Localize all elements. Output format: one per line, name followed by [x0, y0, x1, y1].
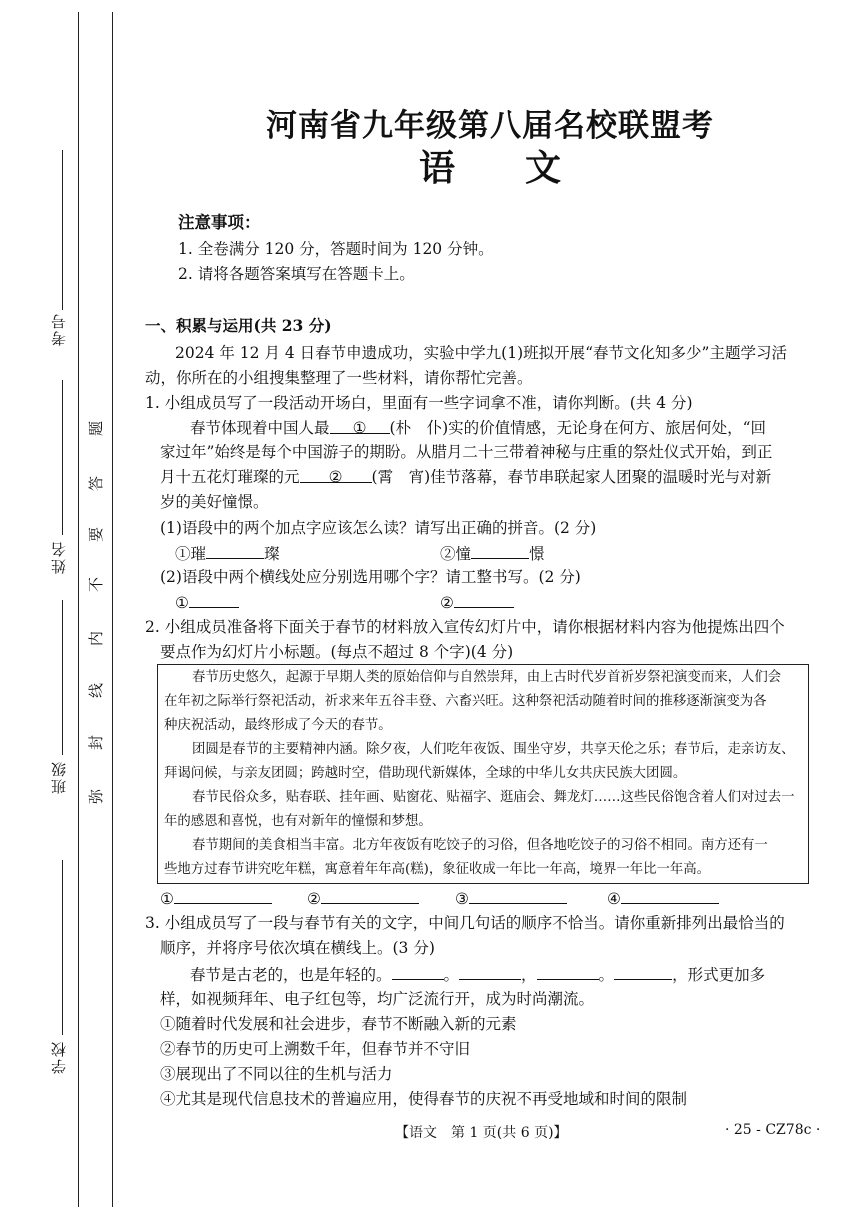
box-line-8: 春节期间的美食相当丰富。北方年夜饭有吃饺子的习俗，但各地吃饺子的习俗不相同。南方还有一 — [192, 838, 768, 853]
q1-sub2-answer-b: ② — [440, 591, 514, 614]
xingming-line — [62, 380, 63, 535]
q3-para-line1: 春节是古老的，也是年轻的。 。 ， 。 ，形式更加多 — [190, 963, 765, 986]
seal-char-6: 线 — [87, 682, 106, 699]
q2-blank-4[interactable] — [621, 887, 719, 904]
char-blank-a[interactable] — [189, 591, 239, 608]
q1-blank-2[interactable]: ② — [300, 466, 372, 483]
q3-option-1: ①随着时代发展和社会进步，春节不断融入新的元素 — [160, 1015, 517, 1033]
binding-line-inner — [112, 12, 113, 1207]
q2-blank-1[interactable] — [174, 887, 272, 904]
seal-char-7: 封 — [87, 734, 106, 751]
q2-stem-line2: 要点作为幻灯片小标题。(每点不超过 8 个字)(4 分) — [160, 643, 514, 661]
box-line-9: 些地方过春节讲究吃年糕，寓意着年年高(糕)，象征收成一年比一年高，境界一年比一年高。 — [164, 862, 711, 877]
banji-label: 班级 — [50, 760, 68, 794]
q1-para-line4: 岁的美好憧憬。 — [160, 493, 269, 511]
q3-blank-4[interactable] — [614, 963, 672, 980]
q3-stem-line1: 3. 小组成员写了一段与春节有关的文字，中间几句话的顺序不恰当。请你重新排列出最恰当的 — [145, 914, 785, 932]
xingming-label: 姓名 — [50, 540, 68, 574]
q1-blank-1[interactable]: ① — [330, 417, 390, 434]
notice-heading: 注意事项： — [178, 213, 261, 232]
q1-sub1: (1)语段中的两个加点字应该怎么读？请写出正确的拼音。(2 分) — [160, 519, 597, 537]
xuexiao-line — [62, 860, 63, 1035]
notice-item-2: 2. 请将各题答案填写在答题卡上。 — [178, 265, 415, 283]
page-number: 【语文 第 1 页(共 6 页)】 — [395, 1125, 568, 1141]
q3-option-2: ②春节的历史可上溯数千年，但春节并不守旧 — [160, 1040, 471, 1058]
exam-code: · 25 - CZ78c · — [725, 1122, 821, 1138]
q2-stem-line1: 2. 小组成员准备将下面关于春节的材料放入宣传幻灯片中，请你根据材料内容为他提炼出四个 — [145, 618, 785, 636]
section-intro-line1: 2024 年 12 月 4 日春节申遗成功，实验中学九(1)班拟开展“春节文化知多少”主题学习活 — [175, 344, 787, 362]
char-blank-b[interactable] — [454, 591, 514, 608]
q1-sub1-answer-a: ①璀 璨 — [175, 542, 280, 565]
q2-answer-3: ③ — [455, 887, 567, 910]
pinyin-blank-a[interactable] — [206, 542, 264, 559]
seal-char-3: 要 — [87, 526, 106, 543]
seal-char-8: 弥 — [87, 788, 106, 805]
notice-item-1: 1. 全卷满分 120 分，答题时间为 120 分钟。 — [178, 240, 494, 258]
q1-para-line1: 春节体现着中国人最 ① (朴 仆)实的价值情感，无论身在何方、旅居何处，“回 — [190, 419, 767, 437]
box-line-4: 团圆是春节的主要精神内涵。除夕夜，人们吃年夜饭、围坐守岁，共享天伦之乐；春节后，走亲访友、 — [192, 742, 795, 757]
seal-char-4: 不 — [87, 576, 106, 593]
q3-blank-1[interactable] — [392, 963, 444, 980]
q3-stem-line2: 顺序，并将序号依次填在横线上。(3 分) — [160, 939, 435, 957]
q2-answer-1: ① — [160, 887, 272, 910]
q3-option-3: ③展现出了不同以往的生机与活力 — [160, 1065, 393, 1083]
exam-title: 河南省九年级第八届名校联盟考 — [266, 108, 714, 144]
q3-blank-3[interactable] — [537, 963, 599, 980]
seal-char-5: 内 — [87, 630, 106, 647]
q3-para-line2: 样，如视频拜年、电子红包等，均广泛流行开，成为时尚潮流。 — [160, 990, 595, 1008]
q3-blank-2[interactable] — [459, 963, 521, 980]
seal-char-1: 题 — [87, 420, 106, 437]
q2-blank-3[interactable] — [469, 887, 567, 904]
box-line-3: 种庆祝活动，最终形成了今天的春节。 — [164, 718, 392, 733]
pinyin-blank-b[interactable] — [471, 542, 529, 559]
box-line-2: 在年初之际举行祭祀活动，祈求来年五谷丰登、六畜兴旺。这种祭祀活动随着时间的推移逐渐演变为各 — [164, 694, 767, 709]
subject-title: 语文 — [418, 147, 631, 189]
q1-sub1-answer-b: ②憧 憬 — [440, 542, 545, 565]
q2-answer-2: ② — [307, 887, 419, 910]
box-line-7: 年的感恩和喜悦，也有对新年的憧憬和梦想。 — [164, 814, 432, 829]
banji-line — [62, 600, 63, 755]
box-line-6: 春节民俗众多，贴春联、挂年画、贴窗花、贴福字、逛庙会、舞龙灯……这些民俗饱含着人们对过去一 — [192, 790, 795, 805]
q2-answer-4: ④ — [607, 887, 719, 910]
q1-sub2: (2)语段中两个横线处应分别选用哪个字？请工整书写。(2 分) — [160, 568, 581, 586]
box-line-1: 春节历史悠久，起源于早期人类的原始信仰与自然崇拜，由上古时代岁首祈岁祭祀演变而来，人们会 — [192, 670, 782, 685]
xuexiao-label: 学校 — [50, 1040, 68, 1074]
q2-material-box — [157, 664, 809, 884]
kaohao-label: 考号 — [50, 312, 68, 346]
q1-para-line3: 月十五花灯璀璨的元 ② (霄 宵)佳节落幕，春节串联起家人团聚的温暖时光与对新 — [160, 468, 772, 486]
binding-line-outer — [78, 12, 79, 1207]
section-intro-line2: 动，你所在的小组搜集整理了一些材料，请你帮忙完善。 — [145, 369, 533, 387]
q1-para-line2: 家过年”始终是每个中国游子的期盼。从腊月二十三带着神秘与庄重的祭灶仪式开始，到正 — [160, 443, 773, 461]
section-heading: 一、积累与运用(共 23 分) — [145, 316, 332, 335]
q1-sub2-answer-a: ① — [175, 591, 239, 614]
q3-option-4: ④尤其是现代信息技术的普遍应用，使得春节的庆祝不再受地域和时间的限制 — [160, 1090, 688, 1108]
seal-char-2: 答 — [87, 475, 106, 492]
kaohao-line — [62, 150, 63, 310]
box-line-5: 拜谒问候，与亲友团圆；跨越时空，借助现代新媒体，全球的中华儿女共庆民族大团圆。 — [164, 766, 687, 781]
q1-stem: 1. 小组成员写了一段活动开场白，里面有一些字词拿不准，请你判断。(共 4 分) — [145, 394, 693, 412]
q2-blank-2[interactable] — [321, 887, 419, 904]
